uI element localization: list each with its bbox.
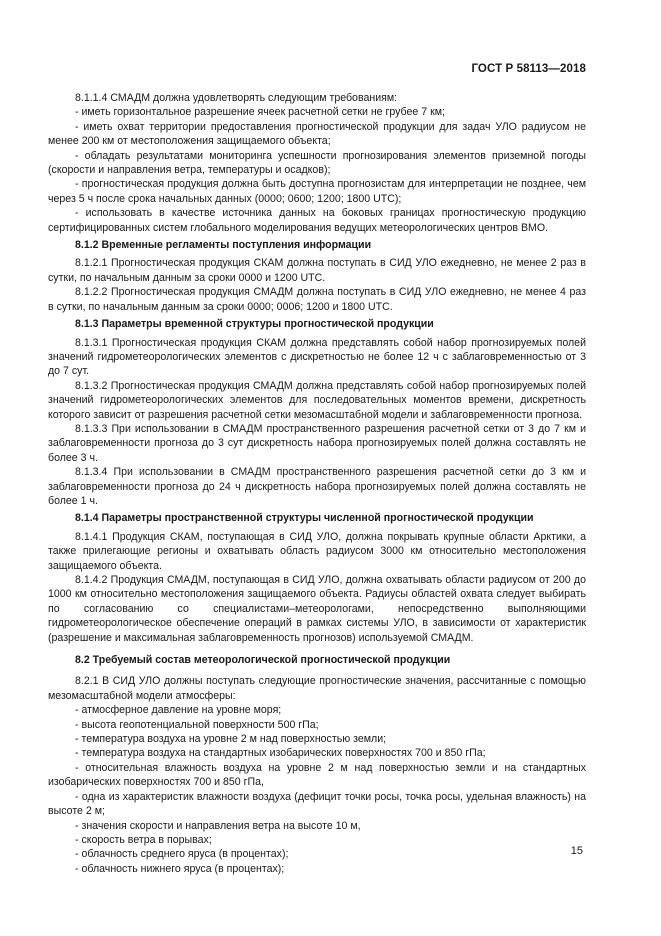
paragraph: 8.1.3.1 Прогностическая продукция СКАМ должна представлять собой набор прогнозируемых полей значений гидрометеорологических элементов с дискретностью не более 12 ч с заблаговременностью от 3 до 7 сут. [48,336,586,378]
paragraph: 8.2.1 В СИД УЛО должны поступать следующие прогностические значения, рассчитанные с помощью мезомасштабной модели атмосферы: [48,675,586,702]
section-heading: 8.2 Требуемый состав метеорологической прогностической продукции [75,654,451,667]
document-code: ГОСТ Р 58113—2018 [471,63,586,75]
paragraph: - значения скорости и направления ветра на высоте 10 м, [75,819,361,832]
section-heading: 8.1.4 Параметры пространственной структуры численной прогностической продукции [75,512,534,525]
paragraph: - облачность среднего яруса (в процентах); [75,848,289,861]
paragraph: - одна из характеристик влажности воздуха (дефицит точки росы, точка росы, удельная влажность) на высоте 2 м; [48,790,586,818]
paragraph: - использовать в качестве источника данных на боковых границах прогностическую продукцию сертифицированных систем глобального моделирования ведущих метеорологических центров ВМО. [48,207,586,234]
paragraph: - высота геопотенциальной поверхности 500 гПа; [75,718,319,731]
paragraph: - относительная влажность воздуха на уровне 2 м над поверхностью земли и на стандартных изобарических поверхностях 700 и 850 гПа, [48,761,586,789]
paragraph: 8.1.1.4 СМАДМ должна удовлетворять следующим требованиям: [75,92,398,104]
paragraph: 8.1.3.2 Прогностическая продукция СМАДМ должна представлять собой набор прогнозируемых полей значений гидрометеорологических элементов для последовательных моментов времени, дискретность которого зависит от разрешения расчетной сетки мезомасштабной модели и заблаговременности прогноза. [48,379,586,421]
section-heading: 8.1.3 Параметры временной структуры прогностической продукции [75,318,434,331]
paragraph: 8.1.2.2 Прогностическая продукция СМАДМ должна поступать в СИД УЛО ежедневно, не менее 4 раз в сутки, по начальным данным за сроки 0000; 0006; 1200 и 1800 UTC. [48,286,586,313]
paragraph: 8.1.4.1 Продукция СКАМ, поступающая в СИД УЛО, должна покрывать крупные области Арктики, а также прилегающие регионы и охватывать область радиусом 3000 км относительно местоположения защищаемого объекта. [48,530,586,572]
paragraph: 8.1.4.2 Продукция СМАДМ, поступающая в СИД УЛО, должна охватывать области радиусом от 200 до 1000 км относительно местоположения защищаемого объекта. Радиусы областей охвата следует выбирать по согласованию со специалистами–метеорологами, непосредственно выполняющими гидрометеорологическое обеспечение операций в рамках системы УЛО, в зависимости от характеристик (разрешение и максимальная заблаговременность прогнозов) используемой СМАДМ. [48,574,586,644]
paragraph: 8.1.2.1 Прогностическая продукция СКАМ должна поступать в СИД УЛО ежедневно, не менее 2 раз в сутки, по начальным данным за сроки 0000 и 1200 UTC. [48,257,586,284]
paragraph: 8.1.3.3 При использовании в СМАДМ пространственного разрешения расчетной сетки от 3 до 7 км и заблаговременности прогноза до 3 сут дискретность набора прогнозируемых полей должна составлять не более 3 ч. [48,422,586,464]
document-body [48,91,586,876]
paragraph: - прогностическая продукция должна быть доступна прогнозистам для интерпретации не позднее, чем через 5 ч после срока начальных данных (0000; 0600; 1200; 1800 UTC); [48,178,586,205]
paragraph: - скорость ветра в порывах; [75,833,212,846]
paragraph: - облачность нижнего яруса (в процентах); [75,862,285,875]
paragraph: - температура воздуха на стандартных изобарических поверхностях 700 и 850 гПа; [75,747,486,760]
paragraph: - атмосферное давление на уровне моря; [75,704,282,717]
paragraph: - иметь горизонтальное разрешение ячеек расчетной сетки не грубее 7 км; [75,106,445,119]
paragraph: - обладать результатами мониторинга успешности прогнозирования элементов приземной погоды (скорости и направления ветра, температуры и осадков); [48,149,586,177]
page-number: 15 [570,845,583,857]
section-heading: 8.1.2 Временные регламенты поступления информации [75,239,372,252]
paragraph: 8.1.3.4 При использовании в СМАДМ пространственного разрешения расчетной сетки до 3 км и заблаговременности прогноза до 24 ч дискретность набора прогнозируемых полей должна составлять не более 1 ч. [48,466,586,507]
paragraph: - иметь охват территории предоставления прогностической продукции для задач УЛО радиусом не менее 200 км от местоположения защищаемого объекта; [48,120,586,148]
paragraph: - температура воздуха на уровне 2 м над поверхностью земли; [75,733,387,746]
